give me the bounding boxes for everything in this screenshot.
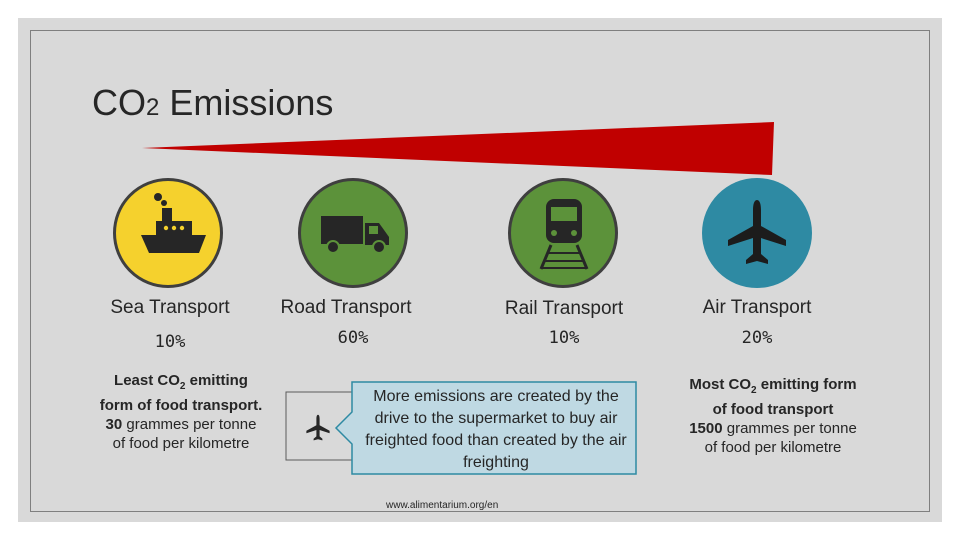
road-transport-percent: 60% [337, 328, 369, 348]
airplane-icon [702, 178, 812, 288]
emissions-wedge-shape [142, 122, 774, 175]
truck-icon [301, 181, 411, 291]
sea-transport-circle [113, 178, 223, 288]
callout-text: More emissions are created by the drive to the supermarket to buy air freighted food than created by the air freighting [365, 388, 627, 471]
train-icon [511, 181, 621, 291]
sea-transport-label: Sea Transport [110, 297, 230, 318]
road-transport-label: Road Transport [280, 297, 412, 318]
sea-transport-percent: 10% [154, 332, 186, 352]
title-co: CO [92, 82, 146, 123]
source-link[interactable]: www.alimentarium.org/en [386, 500, 499, 511]
air-transport-circle [702, 178, 812, 288]
rail-transport-circle [508, 178, 618, 288]
air-transport-label: Air Transport [702, 297, 812, 318]
title-subscript: 2 [146, 94, 160, 121]
road-transport-circle [298, 178, 408, 288]
sea-note: Least $CO_2$ emitting form of food transport. 30 grammes per tonne of food per kilometre [99, 372, 263, 452]
title-emissions: Emissions [169, 82, 334, 123]
air-note: Most $CO_2$ emitting form of food transport 1500 grammes per tonne of food per kilometre [689, 376, 857, 456]
rail-transport-label: Rail Transport [504, 298, 624, 319]
rail-transport-percent: 10% [548, 328, 580, 348]
air-transport-percent: 20% [741, 328, 773, 348]
ship-icon [116, 181, 226, 291]
